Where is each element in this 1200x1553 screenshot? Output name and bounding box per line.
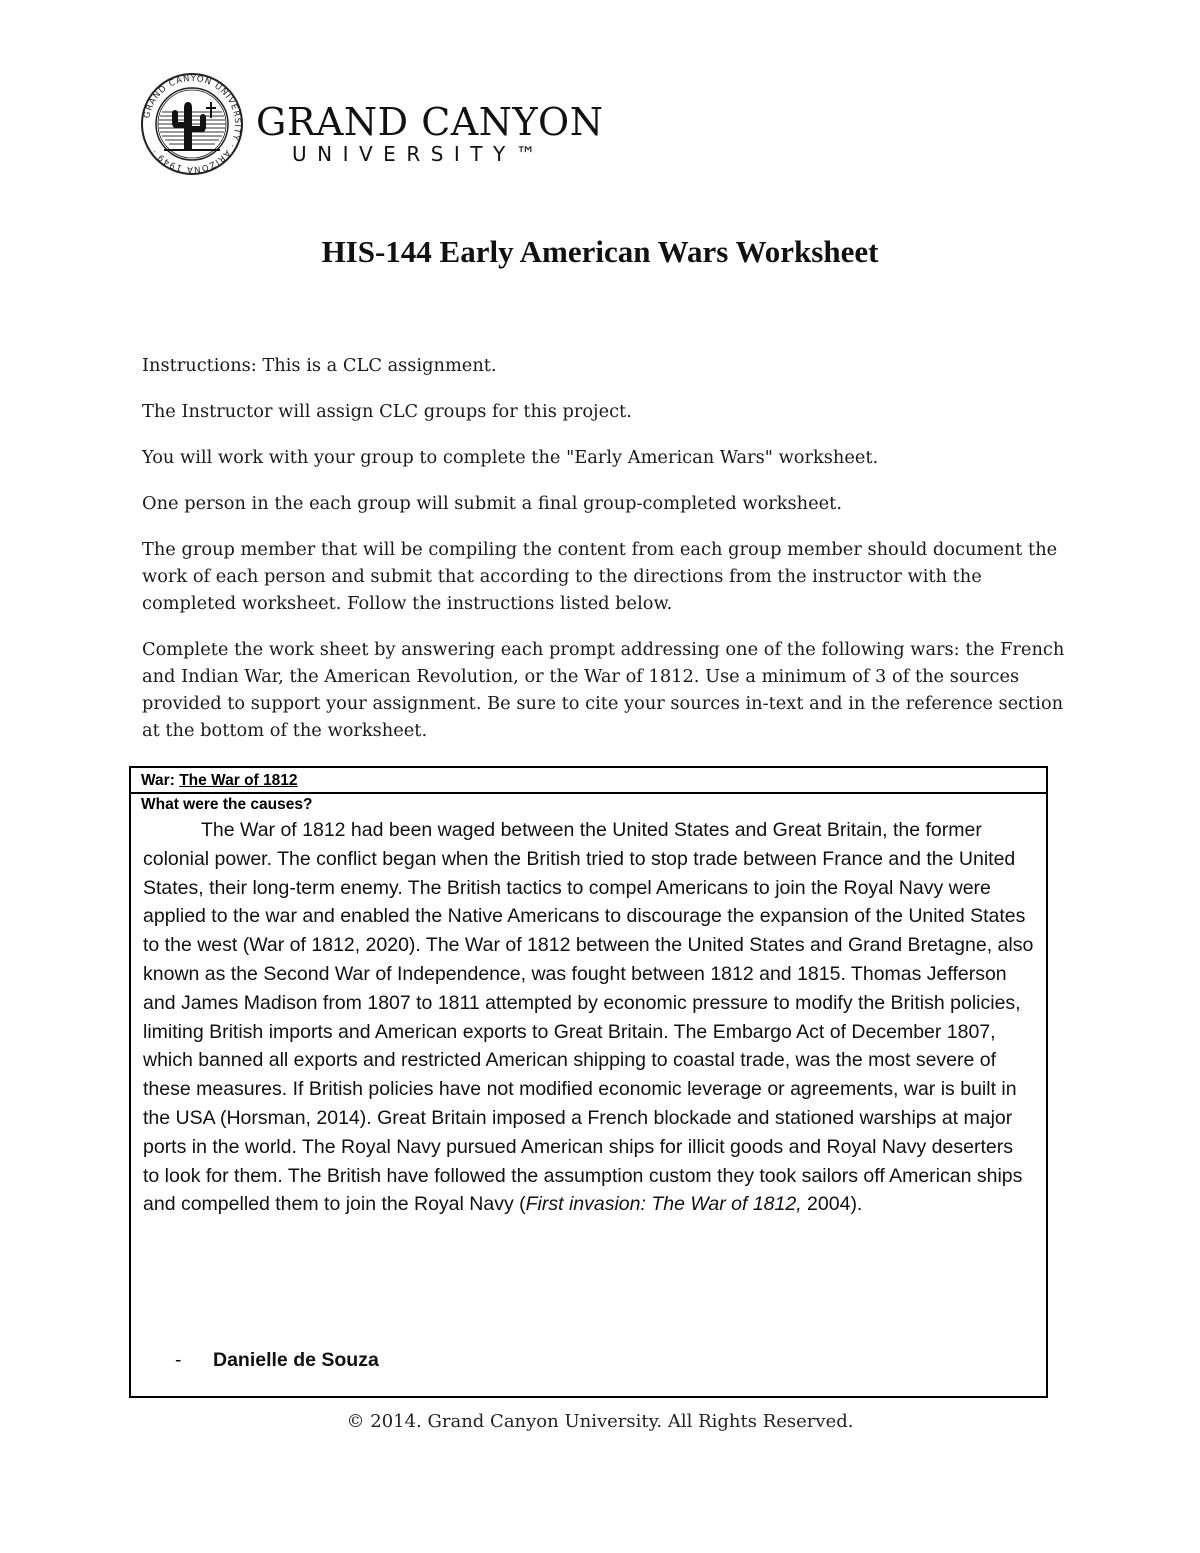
university-seal-icon — [140, 72, 244, 176]
instructions-section — [142, 352, 1072, 763]
instruction-paragraph: Instructions: This is a CLC assignment. — [142, 355, 497, 376]
university-wordmark — [256, 102, 603, 166]
wordmark-line2: UNIVERSITY™ — [292, 142, 547, 166]
war-label: War: — [141, 772, 180, 789]
answer-citation-title: First invasion: The War of 1812, — [525, 1193, 802, 1216]
instruction-paragraph: Complete the work sheet by answering each prompt addressing one of the following wars: the French and Indian War, the American Revolution, or the War of 1812. Use a minimum of 3 of the sources provided to support your assignment. Be sure to cite your sources in-text and in the reference section at the bottom of the worksheet. — [142, 639, 1065, 741]
instruction-paragraph: The group member that will be compiling the content from each group member should document the work of each person and submit that according to the directions from the instructor with the completed worksheet. Follow the instructions listed below. — [142, 539, 1058, 614]
svg-text:GRAND CANYON UNIVERSITY · ARIZ: GRAND CANYON UNIVERSITY · ARIZONA 1949 · — [142, 73, 243, 175]
instruction-paragraph: One person in the each group will submit a final group-completed worksheet. — [142, 493, 842, 514]
signature-dash: - — [175, 1349, 182, 1371]
university-logo — [140, 72, 620, 176]
answer-text — [131, 816, 1046, 1219]
answer-main: The War of 1812 had been waged between the United States and Great Britain, the former colonial power. The conflict began when the British tried to stop trade between France and the United States, their long-term enemy. The British tactics to compel Americans to join the Royal Navy were applied to the war and enabled the Native Americans to discourage the expansion of the United States to the west (War of 1812, 2020). The War of 1812 between the United States and Grand Bretagne, also known as the Second War of Independence, was fought between 1812 and 1815. Thomas Jefferson and James Madison from 1807 to 1811 attempted by economic pressure to modify the British policies, limiting British imports and American exports to Great Britain. The Embargo Act of December 1807, which banned all exports and restricted American shipping to coastal trade, was the most severe of these measures. If British policies have not modified economic leverage or agreements, war is built in the USA (Horsman, 2014). Great Britain imposed a French blockade and stationed warships at major ports in the world. The Royal Navy pursued American ships for illicit goods and Royal Navy deserters to look for them. The British have followed the assumption custom they took sailors off American ships and compelled them to join the Royal Navy ( — [143, 819, 1034, 1216]
signature-name: Danielle de Souza — [213, 1349, 379, 1371]
instruction-paragraph: The Instructor will assign CLC groups for this project. — [142, 401, 632, 422]
answer-citation-end: 2004). — [801, 1193, 863, 1216]
page-title: HIS-144 Early American Wars Worksheet — [321, 234, 879, 269]
signature-line — [175, 1346, 379, 1374]
war-header — [131, 768, 1046, 794]
copyright-footer: © 2014. Grand Canyon University. All Rights Reserved. — [346, 1411, 854, 1432]
war-name: The War of 1812 — [179, 772, 298, 789]
prompt-heading: What were the causes? — [141, 796, 313, 813]
wordmark-line1: GRAND CANYON — [256, 100, 604, 144]
worksheet-table — [129, 766, 1048, 1398]
instruction-paragraph: You will work with your group to complete the "Early American Wars" worksheet. — [142, 447, 879, 468]
